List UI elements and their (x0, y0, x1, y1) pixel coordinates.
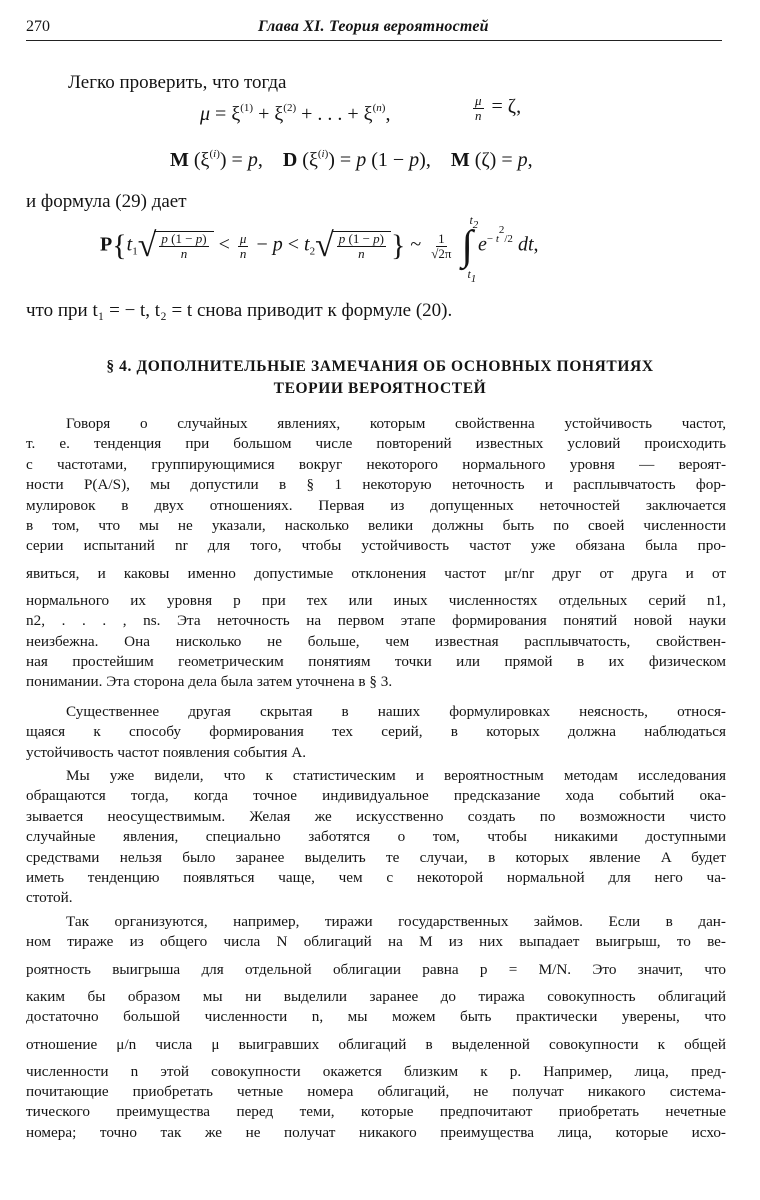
formula-mu-sum: $\mu = \xi^{(1)} + \xi^{(2)}$ + . . . + $\xi^{(n)}$, (200, 102, 391, 125)
p3-line: стотой. (26, 889, 73, 907)
running-header (26, 14, 722, 41)
p4-line: каким бы образом мы ни выделили заранее до тиража совокупность облигаций (26, 987, 726, 1005)
p1-line: Говоря о случайных явлениях, которым свойственна устойчивость частот, (66, 415, 726, 432)
paragraph-4 (26, 912, 726, 1143)
p4-line: Так организуются, например, тиражи государственных займов. Если в дан- (66, 913, 726, 930)
p2-line: устойчивость частот появления события A. (26, 743, 307, 761)
paragraph-1 (26, 414, 726, 693)
p1-line: т. е. тенденция при большом числе повторений известных условий происходить (26, 435, 726, 453)
p3-line: Мы уже видели, что к статистическим и вероятностным методам исследования (66, 767, 726, 784)
formula-29-intro: и формула (29) дает (26, 191, 187, 212)
running-title: Глава XI. Теория вероятностей (258, 18, 489, 35)
formula-probability-bound: $P\{t_1√$ $\frac{p (1 - p)}{n}$ < $\frac{\mu}{n}$ − $p < t_2√$ $\frac{p (1 - p)}{n}$ } ~ $\frac{1}{√2\pi}$ ∫ t2 t1 $e^{- t2/2}$ dt, (100, 213, 539, 285)
p1-line: в том, что мы не указали, насколько велики должны быть по своей численности (26, 516, 726, 534)
page-number: 270 (26, 18, 50, 35)
p1-line: мулировок в двух отношениях. Первая из допущенных неточностей заключается (26, 496, 726, 514)
p1-line: ности P(A/S), мы допустили в § 1 некоторую неточность и расплывчатость фор- (26, 476, 726, 494)
p2-line: Существеннее другая скрытая в наших формулировках неясность, относя- (66, 703, 726, 720)
p3-line: средствами нельзя было заранее выделить те случаи, в которых явление A будет (26, 848, 726, 866)
formula-conclusion: что при t₁ = − t, t₂ = t снова приводит к формуле (20). (26, 300, 453, 321)
p1-line: неизбежна. Она нисколько не больше, чем известная расплывчатость, свойствен- (26, 632, 726, 650)
p1-line: с частотами, группирующимися вокруг некоторого нормального уровня — вероят- (26, 455, 726, 473)
section-title-line1: § 4. ДОПОЛНИТЕЛЬНЫЕ ЗАМЕЧАНИЯ ОБ ОСНОВНЫХ ПОНЯТИЯХ (106, 358, 654, 375)
p3-line: иметь тенденцию появляться чаще, чем с некоторой нормальной для него ча- (26, 868, 726, 886)
formula-mu-over-n: $\frac{\mu}{n}$ = ζ, (475, 93, 522, 123)
p1-line: нормального их уровня p при тех или иных численностях отдельных серий n1, (26, 591, 726, 609)
p4-line: роятность выигрыша для отдельной облигации равна p = M/N. Это значит, что (26, 960, 726, 978)
intro-line: Легко проверить, что тогда (68, 72, 287, 93)
p2-line: щаяся к способу формирования тех серий, в которых должна наблюдаться (26, 723, 726, 741)
p1-line: ная простейшим геометрическим понятиям точки или прямой в их физическом (26, 652, 726, 670)
p3-line: обращаются тогда, когда точное индивидуальное предсказание хода событий ока- (26, 787, 726, 805)
paragraph-2 (26, 702, 726, 763)
p1-line: явиться, и каковы именно допустимые отклонения частот μr/nr друг от друга и от (26, 564, 726, 582)
p4-line: почитающие приобретать четные номера облигаций, не получат никакого система- (26, 1082, 726, 1100)
paragraph-3 (26, 766, 726, 909)
formula-expectations: M $(\xi^{(i)}) = p$, D $(\xi^{(i)}) = p$ (1 − p), M (ζ) = p, (170, 148, 533, 171)
p4-line: численности n этой совокупности окажется близким к p. Например, лица, пред- (26, 1062, 726, 1080)
p4-line: ном тираже из общего числа N облигаций на M из них выпадает выигрыш, то ве- (26, 933, 726, 951)
p4-line: номера; точно так же не получат никакого преимущества лица, которые исхо- (26, 1123, 726, 1141)
p1-line: серии испытаний nr для того, чтобы устойчивость частот уже обязана была про- (26, 537, 726, 555)
p4-line: достаточно большой численности n, мы можем быть практически уверены, что (26, 1008, 726, 1026)
p1-line: понимании. Эта сторона дела была затем уточнена в § 3. (26, 673, 393, 691)
p1-line: n2, . . . , ns. Эта неточность на первом этапе формирования понятий новой науки (26, 612, 726, 630)
p4-line: отношение μ/n числа μ выигравших облигаций в выделенной совокупности к общей (26, 1035, 726, 1053)
p4-line: тического преимущества перед теми, которые предпочитают приобретать нечетные (26, 1103, 726, 1121)
section-title-line2: ТЕОРИИ ВЕРОЯТНОСТЕЙ (273, 380, 487, 397)
p3-line: зывается неосуществимым. Желая же искусственно создать по возможности чисто (26, 807, 726, 825)
p3-line: случайные явления, специально заботятся о том, чтобы никакими доступными (26, 828, 726, 846)
